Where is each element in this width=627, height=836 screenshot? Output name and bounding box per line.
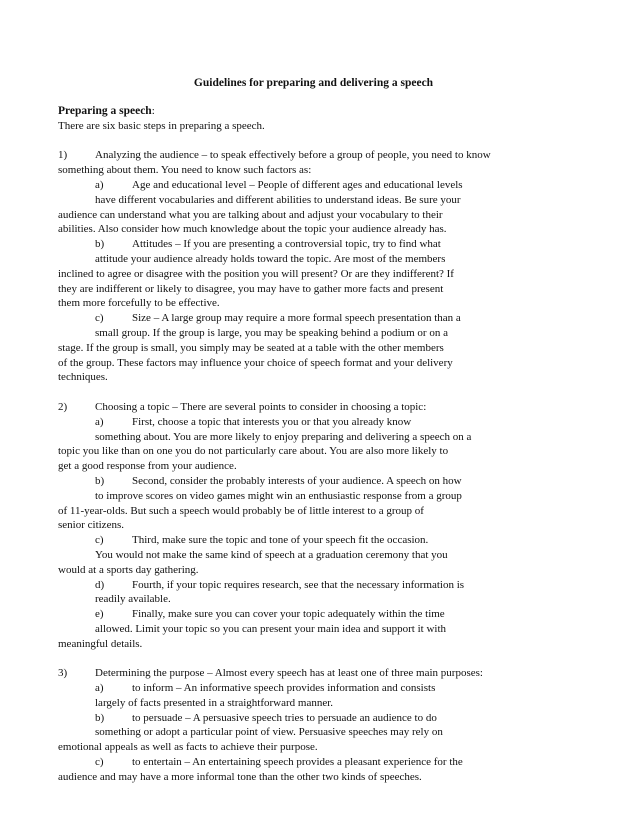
list-line: something about. You are more likely to enjoy preparing and delivering a speech on a	[95, 430, 472, 443]
preparing-intro: There are six basic steps in preparing a speech.	[58, 119, 265, 132]
list-text: Third, make sure the topic and tone of your speech fit the occasion.	[132, 534, 429, 547]
list-line: meaningful details.	[58, 637, 143, 650]
list-line: would at a sports day gathering.	[58, 563, 199, 576]
list-letter: a)	[95, 682, 104, 695]
list-letter: c)	[95, 312, 104, 325]
list-text: to entertain – An entertaining speech provides a pleasant experience for the	[132, 756, 463, 769]
document-body	[58, 104, 568, 785]
list-line: You would not make the same kind of speech at a graduation ceremony that you	[95, 548, 448, 561]
section-3	[58, 666, 568, 681]
preparing-heading-colon: :	[151, 105, 155, 117]
list-text: Second, consider the probably interests of your audience. A speech on how	[132, 474, 462, 487]
list-text: to persuade – A persuasive speech tries to persuade an audience to do	[132, 711, 437, 724]
list-line: topic you like than on one you do not particularly care about. You are also more likely to	[58, 445, 449, 458]
list-text: Size – A large group may require a more formal speech presentation than a	[132, 312, 461, 325]
list-text: Finally, make sure you can cover your topic adequately within the time	[132, 608, 445, 621]
list-line: inclined to agree or disagree with the position you will present? Or are they indifferent? If	[58, 267, 454, 280]
list-letter: c)	[95, 756, 104, 769]
section-3-item-b	[58, 711, 568, 755]
list-line: allowed. Limit your topic so you can present your main idea and support it with	[95, 622, 447, 635]
list-letter: a)	[95, 178, 104, 191]
section-2-item-b	[58, 474, 568, 533]
list-letter: b)	[95, 474, 105, 487]
list-line: largely of facts presented in a straightforward manner.	[95, 696, 334, 709]
list-letter: e)	[95, 608, 104, 621]
document-title: Guidelines for preparing and delivering a speech	[193, 77, 434, 89]
section-3-item-a	[58, 681, 568, 711]
list-line: something or adopt a particular point of view. Persuasive speeches may rely on	[95, 726, 443, 739]
list-line: emotional appeals as well as facts to achieve their purpose.	[58, 741, 318, 754]
section-2-text: Choosing a topic – There are several points to consider in choosing a topic:	[95, 400, 427, 413]
list-letter: d)	[95, 578, 105, 591]
list-line: small group. If the group is large, you may be speaking behind a podium or on a	[95, 326, 448, 339]
section-3-number: 3)	[58, 667, 68, 680]
section-3-text: Determining the purpose – Almost every speech has at least one of three main purposes:	[95, 667, 483, 680]
list-line: attitude your audience already holds toward the topic. Are most of the members	[95, 252, 446, 265]
section-1-item-a	[58, 178, 568, 237]
list-line: abilities. Also consider how much knowledge about the topic your audience already has.	[58, 223, 447, 236]
list-letter: c)	[95, 534, 104, 547]
list-line: techniques.	[58, 371, 108, 384]
section-1-item-c	[58, 311, 568, 385]
list-letter: a)	[95, 415, 104, 428]
list-text: First, choose a topic that interests you or that you already know	[132, 415, 412, 428]
list-line: audience can understand what you are talking about and adjust your vocabulary to their	[58, 208, 443, 221]
list-text: Fourth, if your topic requires research, see that the necessary information is	[132, 578, 465, 591]
list-line: stage. If the group is small, you simply may be seated at a table with the other members	[58, 341, 444, 354]
section-1-number: 1)	[58, 149, 68, 162]
list-line: to improve scores on video games might win an enthusiastic response from a group	[95, 489, 462, 502]
list-line: them more forcefully to be effective.	[58, 297, 220, 310]
list-line: readily available.	[95, 593, 171, 606]
list-letter: b)	[95, 238, 105, 251]
list-line: of the group. These factors may influence your choice of speech format and your delivery	[58, 356, 453, 369]
list-text: Age and educational level – People of different ages and educational levels	[132, 178, 463, 191]
section-1	[58, 148, 568, 163]
preparing-heading-line	[58, 104, 568, 119]
list-line: have different vocabularies and different abilities to understand ideas. Be sure your	[95, 193, 461, 206]
list-line: get a good response from your audience.	[58, 460, 237, 473]
list-letter: b)	[95, 711, 105, 724]
list-line: they are indifferent or likely to disagree, you may have to gather more facts and present	[58, 282, 444, 295]
list-line: of 11-year-olds. But such a speech would probably be of little interest to a group of	[58, 504, 424, 517]
section-1-text: Analyzing the audience – to speak effectively before a group of people, you need to know	[95, 149, 491, 162]
section-3-item-c	[58, 755, 568, 785]
list-line: senior citizens.	[58, 519, 124, 532]
section-1-item-b	[58, 237, 568, 311]
list-text: to inform – An informative speech provides information and consists	[132, 682, 436, 695]
section-2-item-d	[58, 578, 568, 608]
list-line: audience and may have a more informal tone than the other two kinds of speeches.	[58, 770, 422, 783]
section-2	[58, 400, 568, 415]
section-2-number: 2)	[58, 400, 68, 413]
section-2-item-a	[58, 415, 568, 474]
section-1-cont: something about them. You need to know such factors as:	[58, 164, 312, 177]
preparing-heading: Preparing a speech	[58, 105, 152, 117]
list-text: Attitudes – If you are presenting a controversial topic, try to find what	[132, 238, 441, 251]
section-2-item-c	[58, 533, 568, 577]
section-2-item-e	[58, 607, 568, 651]
